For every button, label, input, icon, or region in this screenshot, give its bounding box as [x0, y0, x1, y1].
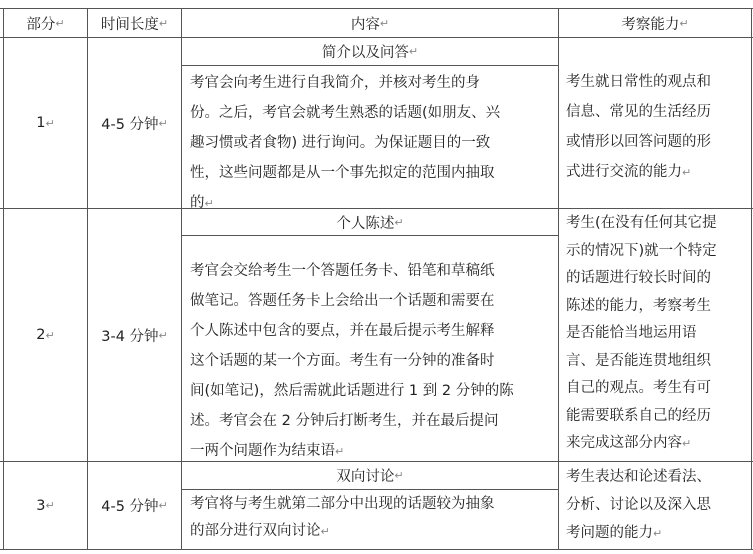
row2-topic-divider	[181, 235, 558, 236]
header-duration	[88, 9, 181, 37]
paragraph-mark: ↵	[682, 166, 692, 179]
row2-ability-line: 陈述的能力，考察考生	[566, 297, 711, 314]
row2-topic	[182, 209, 558, 235]
col-divider-3	[558, 8, 559, 550]
row2-ability-line: 的话题进行较长时间的	[566, 270, 711, 286]
paragraph-mark: ↵	[679, 16, 689, 30]
row2-duration-value: 3-4 分钟	[101, 328, 159, 345]
row2-desc-line: 间(如笔记)，然后需就此话题进行 1 到 2 分钟的陈	[190, 383, 514, 399]
row1-desc-line: 的	[190, 195, 205, 211]
row2-ability	[566, 210, 750, 458]
paragraph-mark: ↵	[394, 469, 404, 482]
paragraph-mark: ↵	[45, 499, 55, 512]
header-part	[4, 9, 87, 37]
paragraph-mark: ↵	[158, 16, 169, 30]
paragraph-mark: ↵	[653, 527, 663, 540]
row3-ability-line: 分析、讨论以及深入思	[566, 497, 711, 513]
paragraph-mark: ↵	[682, 437, 692, 450]
row1-ability-line: 考生就日常性的观点和	[566, 74, 711, 90]
row2-ability-line: 能需要联系自己的经历	[566, 407, 711, 424]
row2-ability-line: 是否能恰当地运用语	[566, 325, 697, 341]
header-content	[182, 9, 558, 37]
header-part-label: 部分	[26, 16, 56, 33]
paragraph-mark: ↵	[158, 328, 168, 342]
row2-desc-line: 这个话题的某一个方面。考生有一分钟的准备时	[190, 353, 495, 369]
row1-duration-value: 4-5 分钟	[101, 116, 159, 133]
row2-part-value: 2	[36, 327, 46, 343]
row3-part-value: 3	[36, 497, 46, 514]
paragraph-mark: ↵	[394, 215, 404, 229]
paragraph-mark: ↵	[55, 16, 65, 30]
header-content-label: 内容	[350, 16, 380, 33]
row1-duration	[88, 38, 181, 208]
row3-description	[190, 491, 556, 545]
row1-topic	[182, 38, 558, 65]
row3-topic-title: 双向讨论	[336, 469, 395, 485]
row3-ability	[566, 463, 750, 548]
row3-desc-line: 考官将与考生就第二部分中出现的话题较为抽象	[190, 496, 495, 512]
paragraph-mark: ↵	[158, 116, 168, 130]
row2-ability-line: 言、是否能连贯地组织	[566, 352, 711, 369]
row1-desc-line: 考官会向考生进行自我简介，并核对考生的身	[190, 75, 480, 91]
row3-duration	[88, 462, 181, 549]
header-ability-label: 考察能力	[621, 16, 680, 33]
row2-desc-line: 个人陈述中包含的要点，并在最后提示考生解释	[190, 323, 495, 339]
header-ability	[559, 9, 751, 37]
row1-desc-line: 趣习惯或者食物) 进行询问。为保证题目的一致	[190, 135, 491, 151]
row2-topic-title: 个人陈述	[336, 215, 395, 232]
row2-ability-line: 自己的观点。考生有可	[566, 380, 711, 396]
paragraph-mark: ↵	[204, 197, 214, 210]
row1-ability-line: 信息、常见的生活经历	[566, 104, 711, 120]
row3-topic-divider	[181, 489, 558, 490]
header-duration-label: 时间长度	[100, 16, 159, 33]
paragraph-mark: ↵	[335, 445, 345, 458]
row1-part	[4, 38, 87, 208]
row1-topic-title: 简介以及问答	[321, 45, 409, 61]
row2-description	[190, 256, 556, 467]
row1-ability-line: 式进行交流的能力	[566, 164, 682, 180]
paragraph-mark: ↵	[45, 328, 55, 342]
row2-duration	[88, 209, 181, 461]
row3-desc-line: 的部分进行双向讨论	[190, 523, 321, 539]
row3-duration-value: 4-5 分钟	[101, 499, 159, 515]
row3-part	[4, 462, 87, 549]
row1-description	[190, 68, 556, 219]
row2-ability-line: 示的情况下)就一个特定	[566, 242, 717, 259]
row3-ability-line: 考生表达和论述看法、	[566, 469, 711, 485]
paragraph-mark: ↵	[45, 116, 55, 130]
row2-desc-line: 一两个问题作为结束语	[190, 443, 335, 459]
paragraph-mark: ↵	[158, 499, 168, 512]
row3-ability-line: 考问题的能力	[566, 525, 653, 541]
row3-topic	[182, 462, 558, 489]
row1-part-value: 1	[36, 115, 46, 131]
row2-desc-line: 述。考官会在 2 分钟后打断考生，并在最后提问	[190, 413, 499, 429]
row1-ability	[566, 67, 750, 188]
paragraph-mark: ↵	[379, 16, 390, 30]
row2-desc-line: 考官会交给考生一个答题任务卡、铅笔和草稿纸	[190, 263, 495, 279]
row1-desc-line: 份。之后，考官会就考生熟悉的话题(如朋友、兴	[190, 105, 501, 121]
row2-ability-line: 考生(在没有任何其它提	[566, 215, 717, 231]
row2-desc-line: 做笔记。答题任务卡上会给出一个话题和需要在	[190, 293, 495, 309]
paragraph-mark: ↵	[408, 45, 419, 58]
row1-ability-line: 或情形以回答问题的形	[566, 134, 711, 150]
row2-part	[4, 209, 87, 461]
table-border-bottom	[0, 549, 753, 550]
row1-topic-divider	[181, 65, 558, 66]
paragraph-mark: ↵	[320, 525, 330, 538]
table-border-right	[751, 8, 752, 550]
row1-desc-line: 性，这些问题都是从一个事先拟定的范围内抽取	[190, 165, 495, 181]
row2-ability-line: 来完成这部分内容	[566, 435, 682, 451]
